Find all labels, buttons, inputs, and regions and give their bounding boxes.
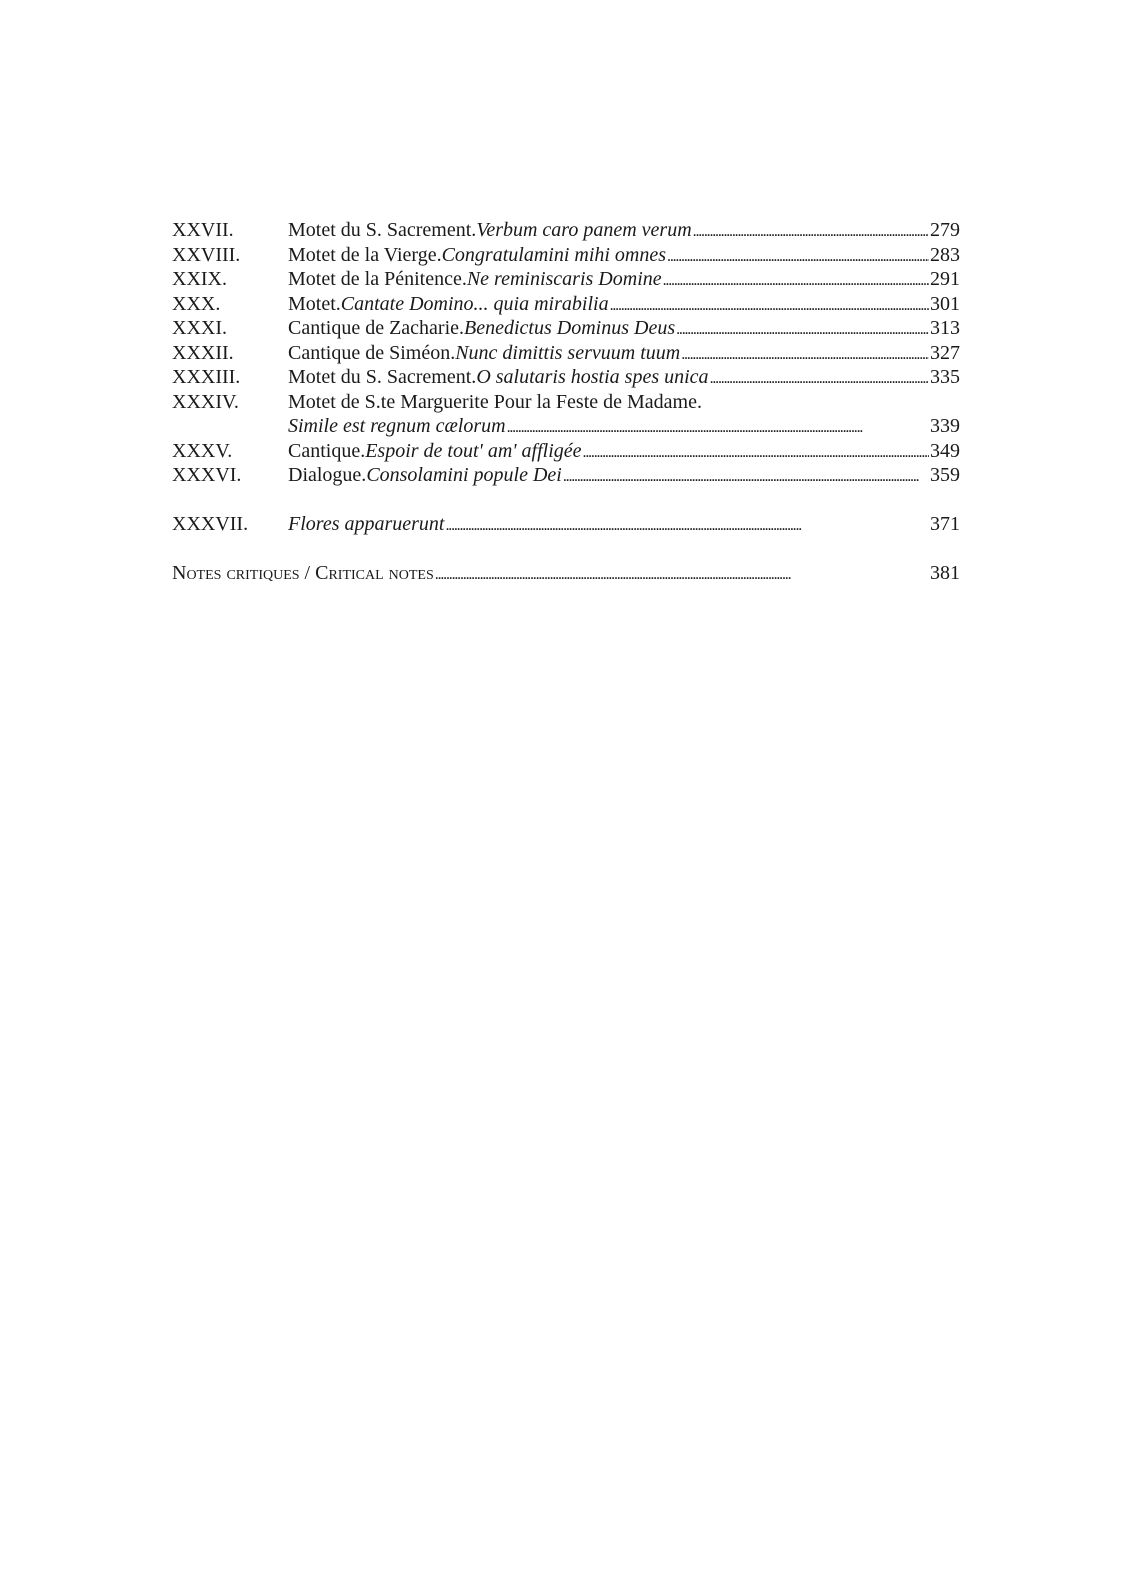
entry-number: XXXVII. <box>172 513 249 535</box>
dot-leader <box>563 463 929 490</box>
entry-title: Dialogue. <box>288 464 367 486</box>
entry-line <box>288 512 960 539</box>
toc-entry <box>172 292 960 317</box>
entry-title: Cantique de Siméon. <box>288 341 456 364</box>
entry-subtitle: O salutaris hostia spes unica <box>476 366 709 388</box>
entry-number: XXVII. <box>172 219 234 241</box>
page-number: 301 <box>930 292 960 315</box>
entry-title: Motet. <box>288 292 341 315</box>
entry-line <box>288 439 960 466</box>
entry-subtitle: Flores apparuerunt <box>288 513 445 535</box>
entry-number: XXXVI. <box>172 464 242 486</box>
entry-subtitle: Benedictus Dominus Deus <box>464 317 676 339</box>
entry-title: Motet du S. Sacrement. <box>288 366 477 388</box>
entry-subtitle: Simile est regnum cælorum <box>288 415 506 437</box>
entry-line <box>288 414 960 441</box>
dot-leader <box>663 267 929 294</box>
page-number: 381 <box>930 562 960 584</box>
dot-leader <box>693 218 929 245</box>
page-number: 327 <box>930 341 960 364</box>
dot-leader <box>435 561 929 588</box>
entry-subtitle: Ne reminiscaris Domine <box>466 268 662 290</box>
entry-number: XXXIII. <box>172 366 241 388</box>
toc-entry <box>172 243 960 268</box>
entry-number: XXXV. <box>172 439 233 462</box>
dot-leader <box>583 439 929 466</box>
page-number: 283 <box>930 243 960 266</box>
entry-title: Cantique. <box>288 439 366 462</box>
entry-subtitle: Consolamini popule Dei <box>366 464 562 486</box>
entry-line <box>288 316 960 343</box>
entry-line <box>288 341 960 368</box>
toc-entry <box>172 463 960 488</box>
table-of-contents <box>172 218 960 586</box>
entry-line <box>288 390 960 415</box>
toc-entry <box>172 390 960 415</box>
toc-entry <box>172 267 960 292</box>
dot-leader <box>676 316 929 343</box>
entry-title: Motet de S.te Marguerite Pour la Feste de Madame. <box>288 390 702 413</box>
entry-subtitle: Cantate Domino... quia mirabilia <box>340 292 609 315</box>
toc-entry <box>172 365 960 390</box>
notes-label: Notes critiques / Critical notes <box>172 562 434 584</box>
entry-line <box>288 365 960 392</box>
dot-leader <box>681 341 929 368</box>
page-number: 339 <box>930 415 960 437</box>
entry-number: XXX. <box>172 292 221 315</box>
dot-leader <box>445 512 929 539</box>
entry-line <box>172 561 960 588</box>
entry-line <box>288 267 960 294</box>
entry-title: Motet du S. Sacrement. <box>288 219 477 241</box>
dot-leader <box>610 292 929 319</box>
dot-leader <box>667 243 929 270</box>
page-number: 291 <box>930 268 960 290</box>
page-number: 279 <box>930 219 960 241</box>
toc-entry <box>172 341 960 366</box>
entry-number: XXXIV. <box>172 390 239 413</box>
toc-entry <box>172 439 960 464</box>
entry-number: XXXII. <box>172 341 234 364</box>
toc-entry <box>172 316 960 341</box>
entry-line <box>288 218 960 245</box>
dot-leader <box>507 414 929 441</box>
page-number: 359 <box>930 464 960 486</box>
entry-number: XXIX. <box>172 268 227 290</box>
entry-title: Motet de la Pénitence. <box>288 268 467 290</box>
entry-title: Cantique de Zacharie. <box>288 317 465 339</box>
toc-entry-continuation <box>172 414 960 439</box>
entry-line <box>288 243 960 270</box>
page-number: 313 <box>930 317 960 339</box>
entry-line <box>288 292 960 319</box>
page-number: 349 <box>930 439 960 462</box>
entry-number: XXXI. <box>172 317 227 339</box>
entry-line <box>288 463 960 490</box>
page-number: 371 <box>930 513 960 535</box>
spacer <box>172 537 960 562</box>
entry-subtitle: Verbum caro panem verum <box>476 219 692 241</box>
entry-number: XXVIII. <box>172 243 241 266</box>
toc-entry <box>172 512 960 537</box>
page-number: 335 <box>930 366 960 388</box>
spacer <box>172 488 960 513</box>
entry-subtitle: Espoir de tout' am' affligée <box>365 439 582 462</box>
toc-entry <box>172 218 960 243</box>
entry-subtitle: Congratulamini mihi omnes <box>441 243 667 266</box>
entry-title: Motet de la Vierge. <box>288 243 442 266</box>
dot-leader <box>710 365 929 392</box>
toc-notes-entry <box>172 561 960 586</box>
entry-subtitle: Nunc dimittis servuum tuum <box>455 341 681 364</box>
